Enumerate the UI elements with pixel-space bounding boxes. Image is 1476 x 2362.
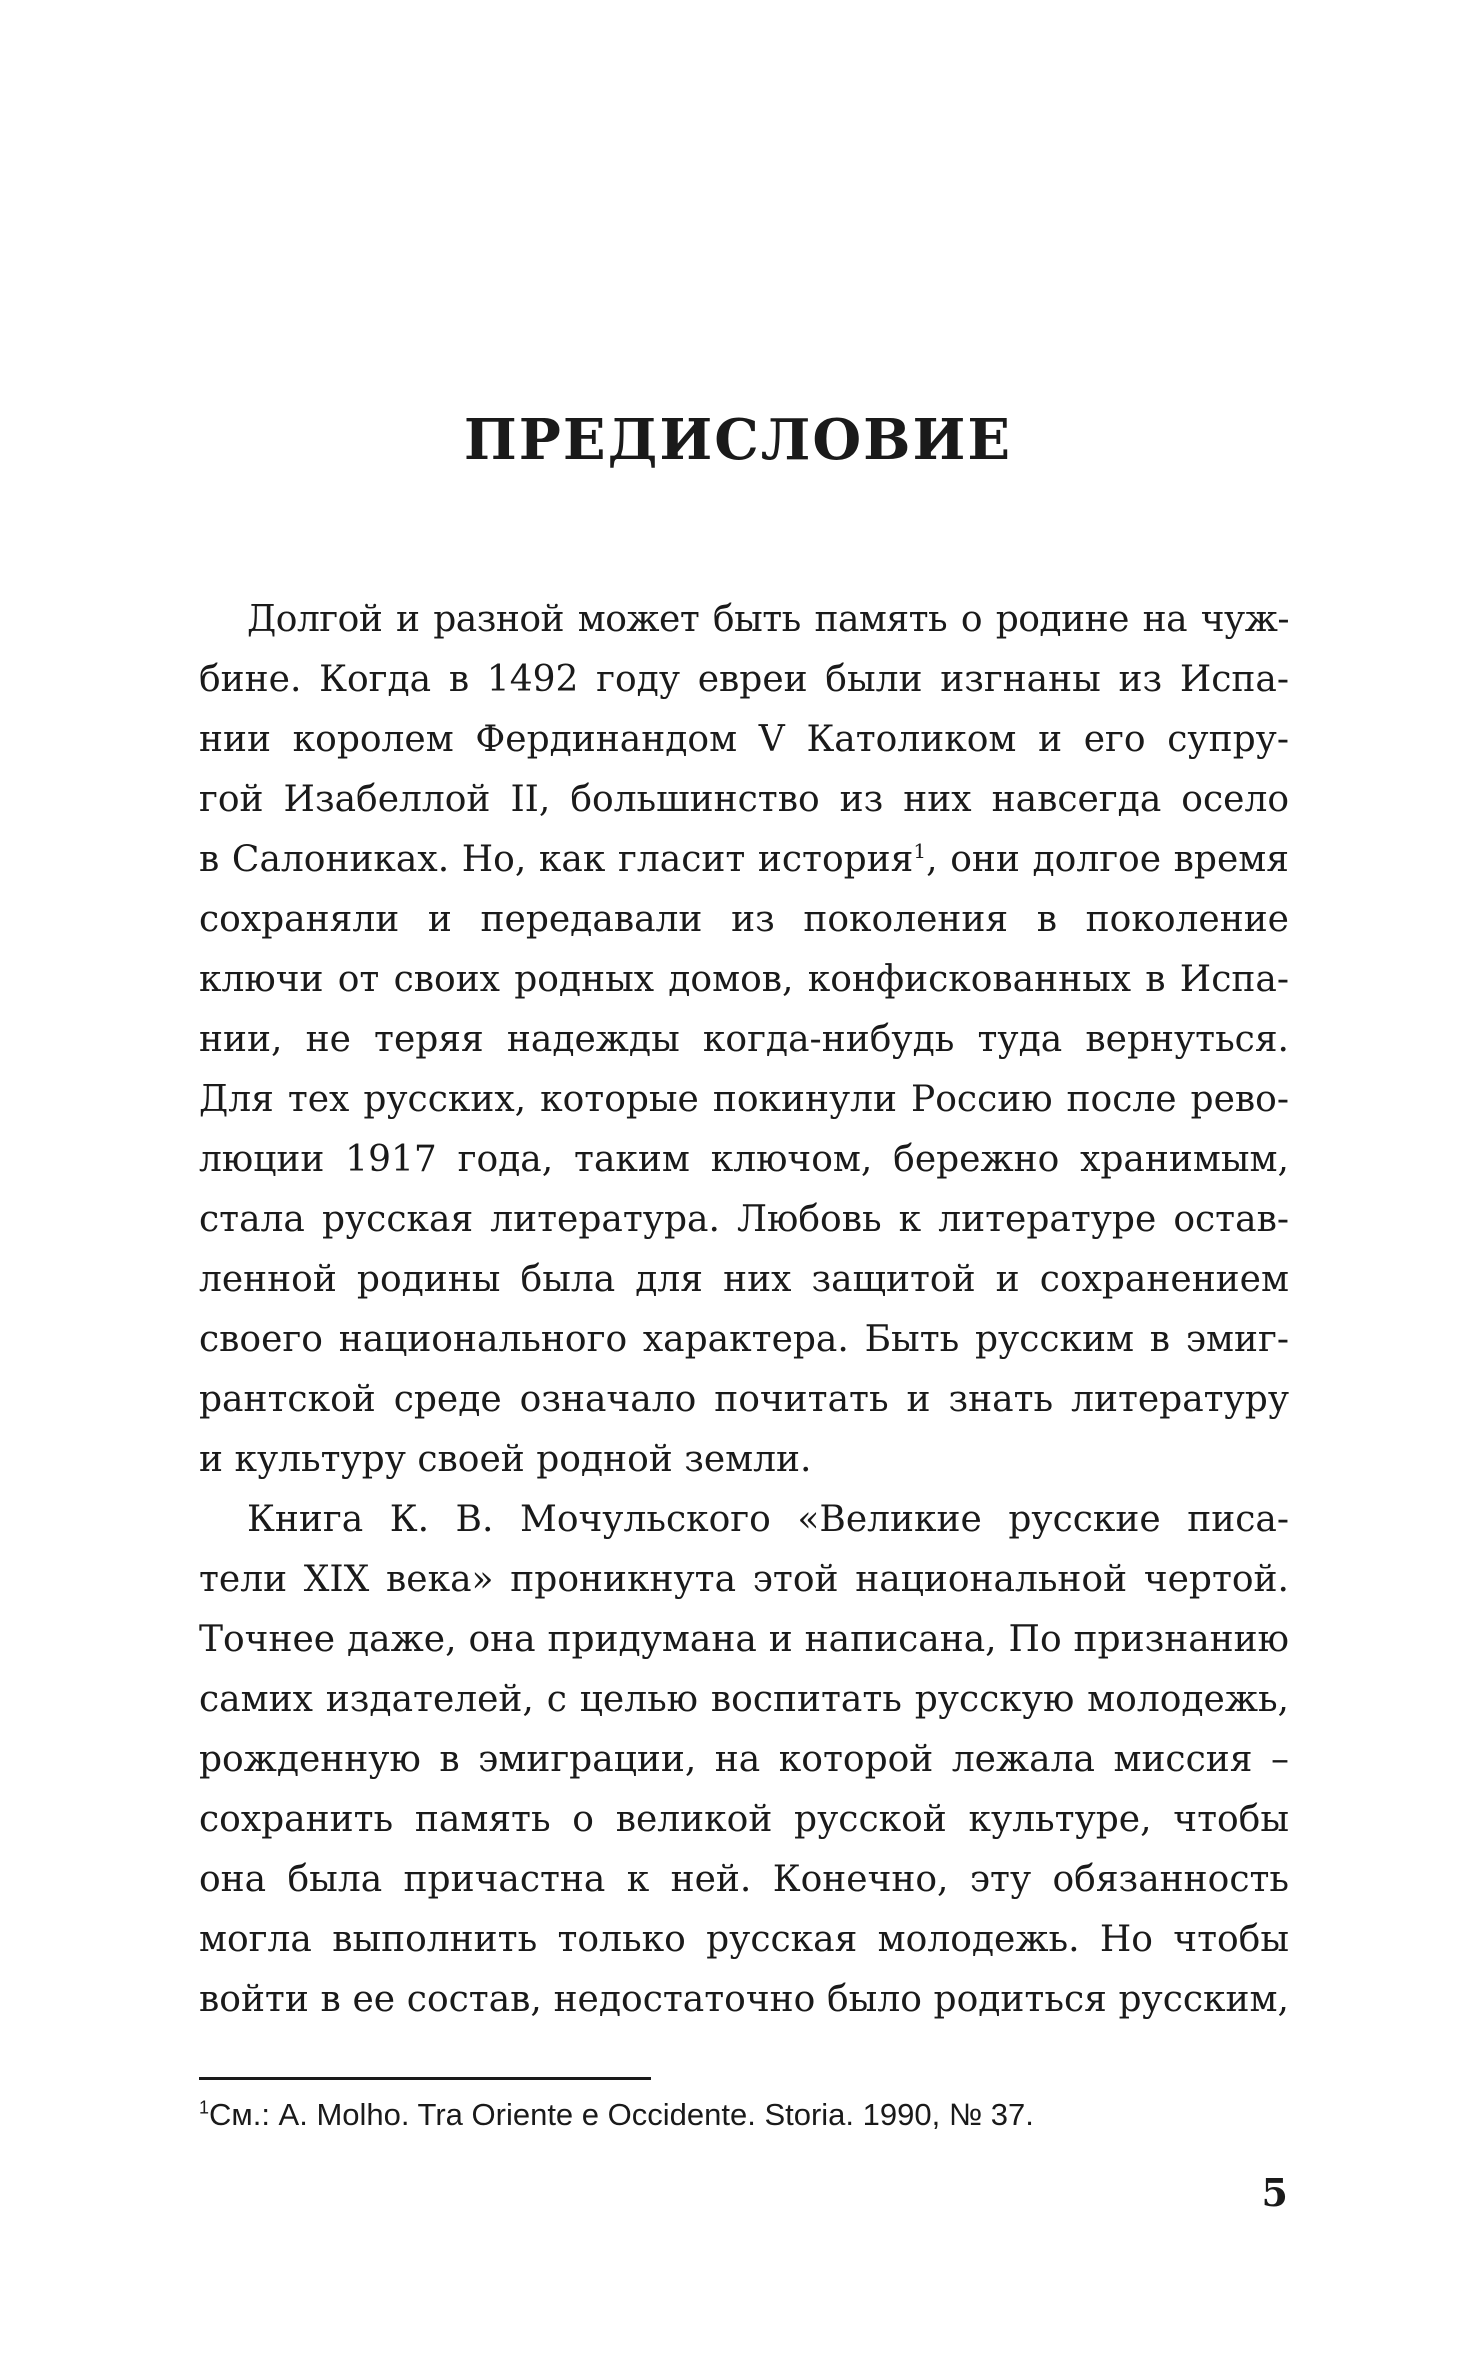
footnote-marker: 1 xyxy=(199,2097,210,2118)
chapter-title: ПРЕДИСЛОВИЕ xyxy=(463,407,1013,473)
text-line: стала русская литература. Любовь к литературе остав- xyxy=(199,1199,1289,1240)
paragraph-2 xyxy=(199,1490,1289,2030)
footnote-reference[interactable]: 1 xyxy=(913,839,927,863)
text-line: Для тех русских, которые покинули Россию после рево- xyxy=(199,1079,1289,1120)
text-line: своего национального характера. Быть русским в эмиг- xyxy=(199,1319,1289,1360)
text-line: Книга К. В. Мочульского «Великие русские писа- xyxy=(247,1499,1289,1540)
text-line: бине. Когда в 1492 году евреи были изгнаны из Испа- xyxy=(199,659,1289,700)
footnote xyxy=(199,2090,1034,2140)
body-text xyxy=(199,590,1289,2030)
text-line: сохранить память о великой русской культуре, чтобы xyxy=(199,1799,1289,1840)
paragraph-1 xyxy=(199,590,1289,1490)
text-line: ленной родины была для них защитой и сохранением xyxy=(199,1259,1289,1300)
text-line: могла выполнить только русская молодежь. Но чтобы xyxy=(199,1919,1289,1960)
text-line: нии, не теряя надежды когда-нибудь туда вернуться. xyxy=(199,1019,1289,1060)
text-line: Точнее даже, она придумана и написана, По признанию xyxy=(199,1619,1289,1660)
text-line: люции 1917 года, таким ключом, бережно хранимым, xyxy=(199,1139,1289,1180)
text-line: самих издателей, с целью воспитать русскую молодежь, xyxy=(199,1679,1289,1720)
text-line: войти в ее состав, недостаточно было родиться русским, xyxy=(199,1979,1289,2020)
text-line: тели XIX века» проникнута этой национальной чертой. xyxy=(199,1559,1289,1600)
text-line-with-footnote xyxy=(199,830,1289,890)
text-line: ключи от своих родных домов, конфискованных в Испа- xyxy=(199,959,1289,1000)
text-segment: в Салониках. Но, как гласит история xyxy=(199,839,914,880)
text-line: сохраняли и передавали из поколения в поколение xyxy=(199,899,1289,940)
text-line: она была причастна к ней. Конечно, эту обязанность xyxy=(199,1859,1289,1900)
text-line: нии королем Фердинандом V Католиком и его супру- xyxy=(199,719,1289,760)
page-number: 5 xyxy=(1261,2170,1288,2215)
text-line: и культуру своей родной земли. xyxy=(199,1439,812,1480)
text-line: гой Изабеллой II, большинство из них навсегда осело xyxy=(199,779,1289,820)
text-line: Долгой и разной может быть память о родине на чуж- xyxy=(247,599,1289,640)
footnote-text: См.: A. Molho. Tra Oriente e Occidente. Storia. 1990, № 37. xyxy=(209,2097,1034,2132)
text-line: рожденную в эмиграции, на которой лежала миссия – xyxy=(199,1739,1289,1780)
footnote-separator xyxy=(199,2077,651,2080)
text-segment: , они долгое время xyxy=(926,839,1289,880)
text-line: рантской среде означало почитать и знать литературу xyxy=(199,1379,1289,1420)
